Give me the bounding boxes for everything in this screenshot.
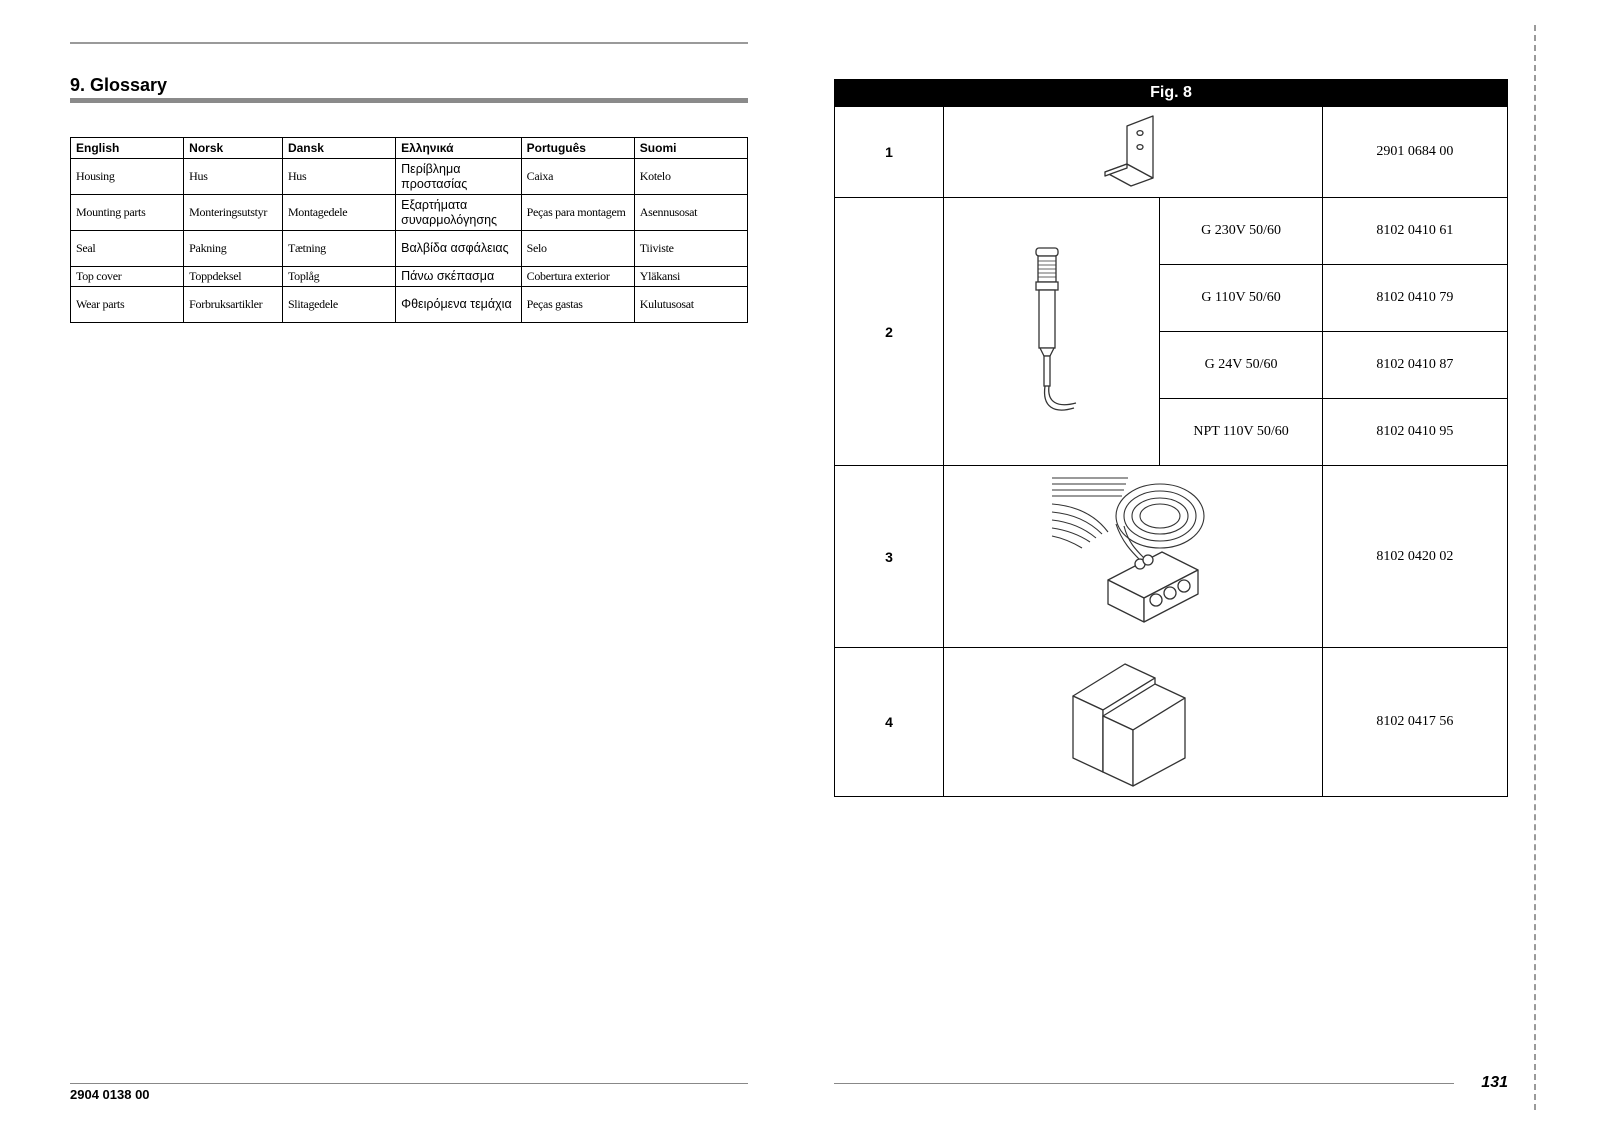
part-row — [835, 107, 1508, 198]
cell-portugues: Caixa — [521, 159, 634, 195]
item-number: 2 — [835, 198, 944, 466]
top-divider — [70, 42, 748, 44]
sensor-probe-icon — [1002, 242, 1102, 422]
document-number: 2904 0138 00 — [70, 1087, 150, 1102]
part-row — [835, 466, 1508, 648]
part-row — [835, 648, 1508, 797]
cell-portugues: Peças para montagem — [521, 195, 634, 231]
cell-greek: Βαλβίδα ασφάλειας — [396, 231, 522, 267]
column-header: Ελληνικά — [396, 138, 522, 159]
part-number: 8102 0410 87 — [1322, 332, 1507, 399]
glossary-table — [70, 137, 748, 323]
section-heading: 9. Glossary — [70, 75, 168, 95]
part-number: 8102 0417 56 — [1322, 648, 1507, 797]
column-header: Português — [521, 138, 634, 159]
cell-english: Housing — [71, 159, 184, 195]
part-row — [835, 198, 1508, 265]
column-header: Norsk — [184, 138, 283, 159]
mounting-bracket-icon — [1093, 112, 1173, 192]
part-number: 8102 0420 02 — [1322, 466, 1507, 648]
cell-suomi: Asennusosat — [634, 195, 747, 231]
figure-parts-table — [834, 79, 1508, 797]
foam-blocks-icon — [1063, 654, 1203, 790]
footer-divider — [70, 1083, 748, 1084]
part-number: 8102 0410 79 — [1322, 265, 1507, 332]
cell-portugues: Peças gastas — [521, 287, 634, 323]
cell-norsk: Monteringsutstyr — [184, 195, 283, 231]
cell-dansk: Slitagedele — [282, 287, 395, 323]
cell-suomi: Tiiviste — [634, 231, 747, 267]
table-row — [71, 195, 748, 231]
voltage-spec: G 230V 50/60 — [1160, 198, 1322, 265]
cell-portugues: Selo — [521, 231, 634, 267]
cell-english: Top cover — [71, 267, 184, 287]
cell-dansk: Toplåg — [282, 267, 395, 287]
part-number: 8102 0410 61 — [1322, 198, 1507, 265]
item-number: 1 — [835, 107, 944, 198]
table-row — [71, 267, 748, 287]
cell-dansk: Montagedele — [282, 195, 395, 231]
part-illustration — [944, 648, 1323, 797]
column-header: English — [71, 138, 184, 159]
part-illustration — [944, 466, 1323, 648]
cell-english: Mounting parts — [71, 195, 184, 231]
part-number: 2901 0684 00 — [1322, 107, 1507, 198]
cell-dansk: Hus — [282, 159, 395, 195]
part-illustration — [944, 198, 1160, 466]
cell-norsk: Toppdeksel — [184, 267, 283, 287]
column-header: Dansk — [282, 138, 395, 159]
table-row — [71, 159, 748, 195]
cell-greek: Πάνω σκέπασμα — [396, 267, 522, 287]
part-number: 8102 0410 95 — [1322, 399, 1507, 466]
cell-english: Seal — [71, 231, 184, 267]
heading-underline — [70, 98, 748, 103]
column-header: Suomi — [634, 138, 747, 159]
footer-divider — [834, 1083, 1454, 1084]
cell-dansk: Tætning — [282, 231, 395, 267]
voltage-spec: NPT 110V 50/60 — [1160, 399, 1322, 466]
figure-title: Fig. 8 — [835, 80, 1508, 107]
cell-greek: Εξαρτήματα συναρμολόγησης — [396, 195, 522, 231]
voltage-spec: G 110V 50/60 — [1160, 265, 1322, 332]
table-row — [71, 231, 748, 267]
cell-greek: Περίβλημα προστασίας — [396, 159, 522, 195]
cell-norsk: Hus — [184, 159, 283, 195]
cell-suomi: Kotelo — [634, 159, 747, 195]
glossary-header-row — [71, 138, 748, 159]
cell-norsk: Pakning — [184, 231, 283, 267]
part-illustration — [944, 107, 1323, 198]
cell-suomi: Yläkansi — [634, 267, 747, 287]
cell-suomi: Kulutusosat — [634, 287, 747, 323]
cable-and-junction-box-icon — [1048, 472, 1218, 642]
cell-english: Wear parts — [71, 287, 184, 323]
item-number: 3 — [835, 466, 944, 648]
item-number: 4 — [835, 648, 944, 797]
page-number: 131 — [1481, 1074, 1508, 1091]
cell-greek: Φθειρόμενα τεμάχια — [396, 287, 522, 323]
voltage-spec: G 24V 50/60 — [1160, 332, 1322, 399]
cell-portugues: Cobertura exterior — [521, 267, 634, 287]
table-row — [71, 287, 748, 323]
page-cut-line — [1534, 25, 1536, 1110]
cell-norsk: Forbruksartikler — [184, 287, 283, 323]
